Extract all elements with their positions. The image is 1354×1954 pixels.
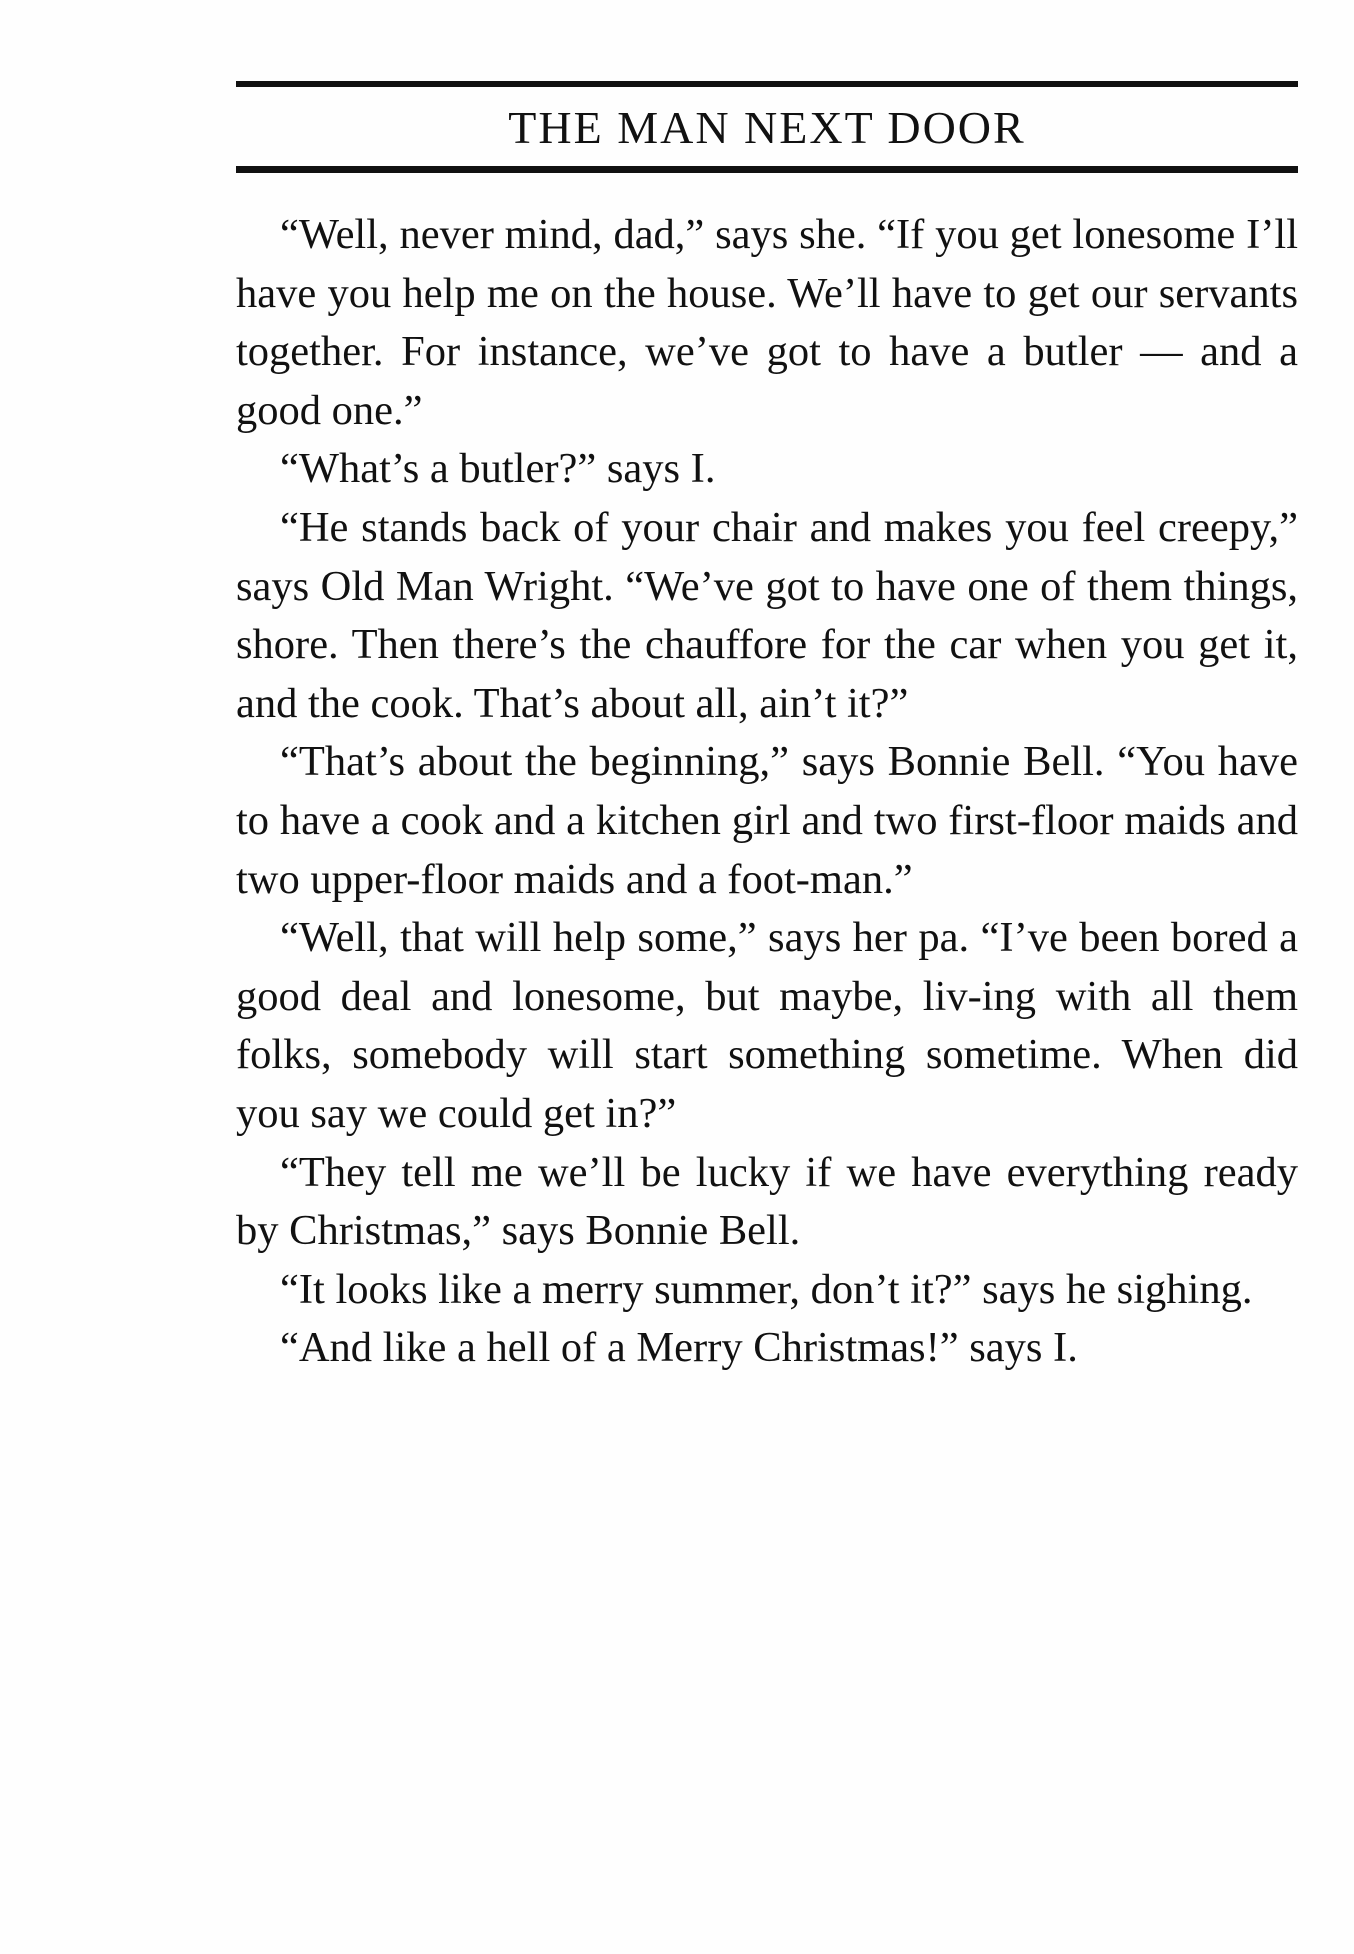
paragraph: “And like a hell of a Merry Christmas!” says I. — [280, 1324, 1078, 1372]
body-text — [236, 206, 1298, 1378]
header-rule-top — [236, 81, 1298, 87]
paragraph: “Well, never mind, dad,” says she. “If you get lonesome I’ll have you help me on the house. We’ll have to get our servants together. For instance, we’ve got to have a butler — and a good one.” — [236, 211, 1298, 434]
paragraph: “It looks like a merry summer, don’t it?” says he sighing. — [280, 1265, 1253, 1313]
paragraph: “That’s about the beginning,” says Bonnie Bell. “You have to have a cook and a kitchen girl and two first-floor maids and two upper-floor maids and a foot-man.” — [236, 738, 1298, 903]
paragraph: “He stands back of your chair and makes you feel creepy,” says Old Man Wright. “We’ve got to have one of them things, shore. Then there’s the chauffore for the car when you get it, and the cook. That’s about all, ain’t it?” — [236, 503, 1298, 727]
paragraph: “Well, that will help some,” says her pa. “I’ve been bored a good deal and lonesome, but maybe, liv-ing with all them folks, somebody will start something sometime. When did you say we could get in?” — [236, 914, 1298, 1137]
running-title: THE MAN NEXT DOOR — [508, 102, 1026, 153]
paragraph: “They tell me we’ll be lucky if we have everything ready by Christmas,” says Bonnie Bell. — [236, 1148, 1298, 1255]
paragraph: “What’s a butler?” says I. — [280, 445, 716, 493]
header-rule-bottom — [236, 166, 1298, 173]
